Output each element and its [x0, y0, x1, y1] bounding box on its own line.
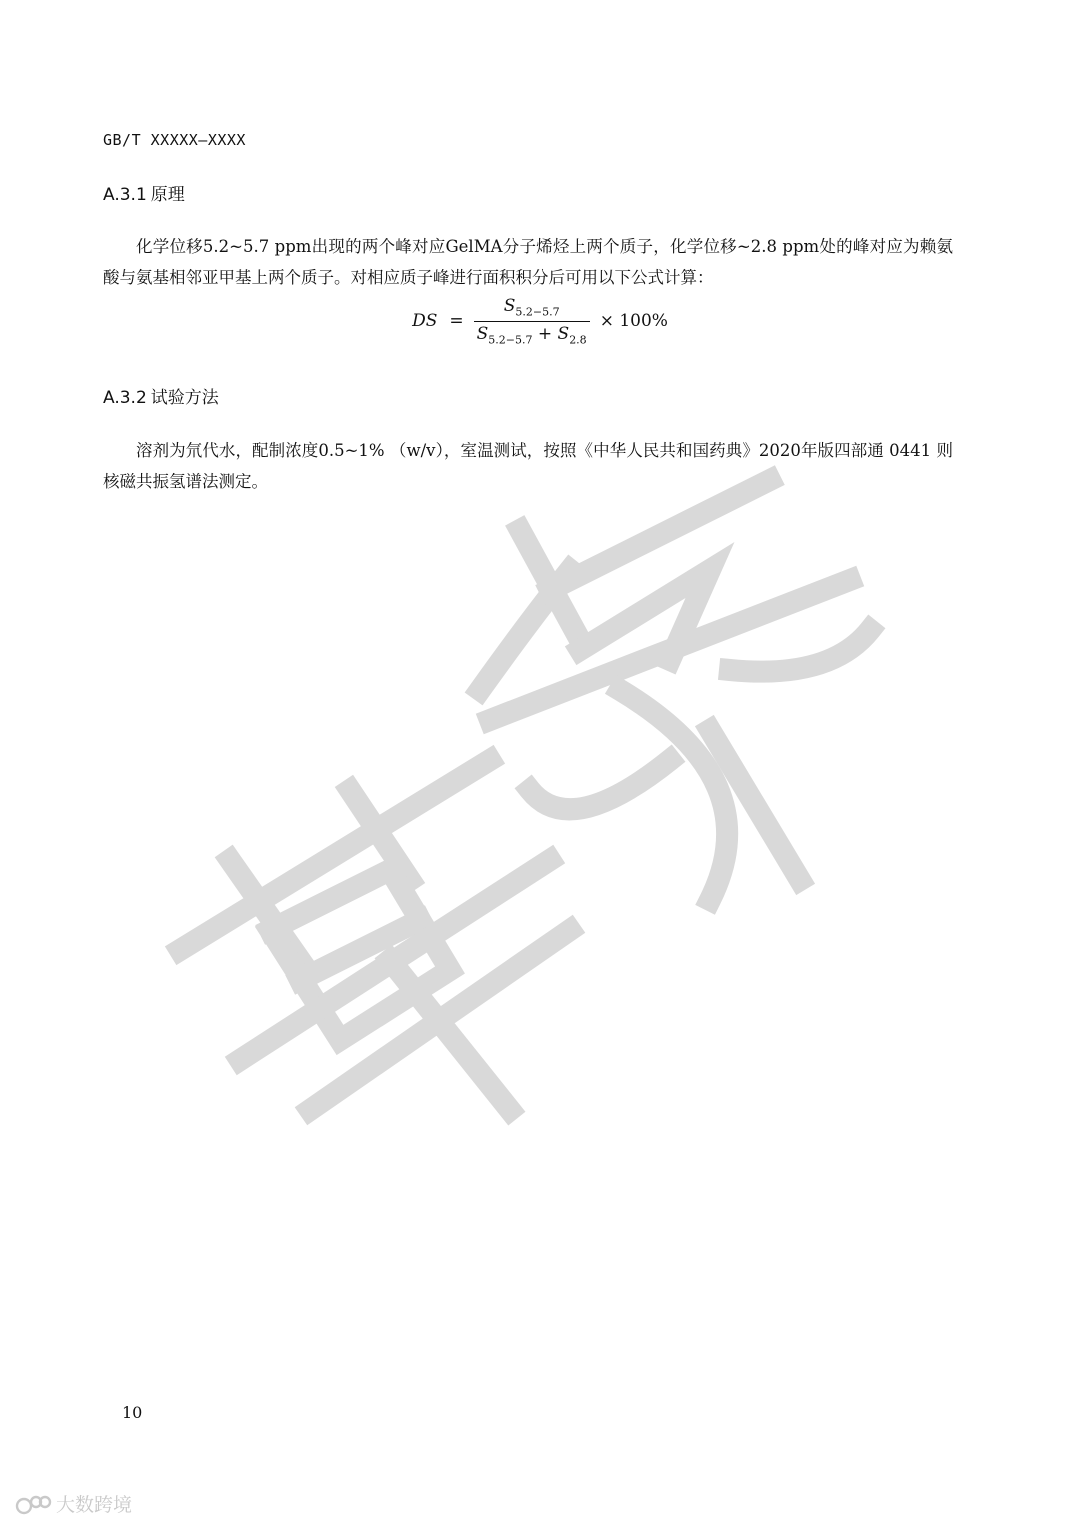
brand-text: 大数跨境: [56, 1494, 133, 1516]
standard-code: GB/T XXXXX—XXXX: [103, 131, 246, 149]
formula-denominator: $S_{5.2-5.7} + S_{2.8}$: [476, 323, 587, 346]
paragraph-principle: 化学位移5.2~5.7 ppm出现的两个峰对应GelMA分子烯烃上两个质子，化学位移~2.8 ppm处的峰对应为赖氨酸与氨基相邻亚甲基上两个质子。对相应质子峰进行面积积分后可用以下公式计算：: [103, 237, 953, 287]
section-heading-principle: [103, 180, 185, 205]
section-number: A.3.2: [103, 388, 147, 408]
draft-watermark: [150, 460, 910, 1140]
ds-formula: [0, 292, 1080, 350]
brand-badge: [14, 1490, 132, 1517]
page-number: 10: [122, 1403, 143, 1422]
section-number: A.3.1: [103, 185, 147, 205]
formula-multiplier: × 100%: [599, 311, 668, 331]
fraction-bar: [474, 321, 590, 322]
section-heading-test-method: [103, 383, 219, 408]
formula-equals: =: [449, 311, 464, 331]
formula-lhs: DS: [412, 311, 438, 331]
paragraph-test-method: 溶剂为氘代水，配制浓度0.5~1% （w/v），室温测试，按照《中华人民共和国药典》2020年版四部通 0441 则核磁共振氢谱法测定。: [103, 441, 953, 491]
section-title: 试验方法: [150, 388, 219, 408]
brand-logo-icon: [14, 1492, 52, 1516]
section-title: 原理: [150, 185, 185, 205]
formula-numerator: $S_{5.2-5.7}$: [503, 296, 560, 319]
formula-fraction: [474, 296, 590, 346]
